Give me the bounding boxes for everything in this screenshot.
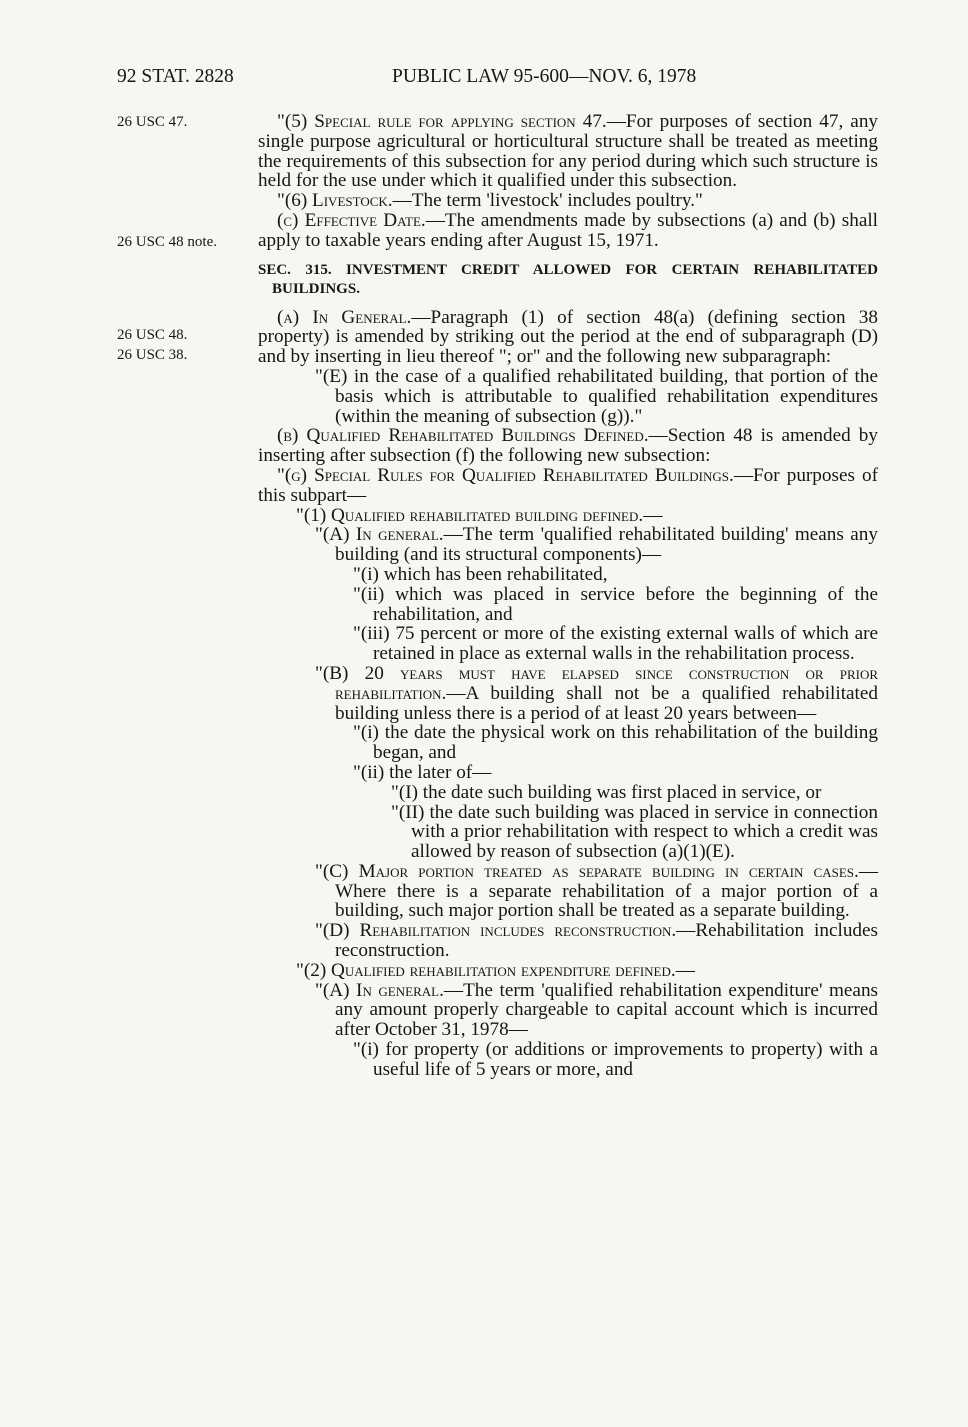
subsection-b-text: —Section 48 is amended by inserting after subsection (f) the following new subsection: (258, 425, 878, 467)
paragraph-6-text: —The term 'livestock' includes poultry." (392, 190, 703, 212)
paragraph-g1 (258, 506, 878, 526)
subsection-a (258, 308, 878, 367)
subclause-g1-b-ii-I: "(I) the date such building was first placed in service, or (391, 781, 822, 803)
paragraph-g2-dash: — (675, 959, 695, 981)
margin-note-26-usc-48: 26 USC 48. (117, 327, 188, 343)
paragraph-6 (258, 191, 878, 211)
subsection-a-text: —Paragraph (1) of section 48(a) (defining section 38 property) is amended by striking out the period at the end of subparagraph (D) and by inserting in lieu thereof "; or" and the following new subparagraph: (258, 306, 878, 368)
paragraph-g1-a-text: —The term 'qualified rehabilitated building' means any building (and its structural components)— (335, 524, 878, 566)
paragraph-g2-a (258, 981, 878, 1040)
paragraph-g1-b-heading: "(B) 20 years must have elapsed since construction or prior rehabilitation. (315, 662, 878, 704)
paragraph-g2-heading: "(2) Qualified rehabilitation expenditure defined. (296, 959, 676, 981)
paragraph-5-heading: "(5) Special rule for applying section 47. (277, 111, 607, 132)
paragraph-g1-b-text: —A building shall not be a qualified rehabilitated building unless there is a period of at least 20 years between— (335, 682, 878, 724)
subsection-a-heading: (a) In General. (277, 306, 412, 328)
paragraph-5 (258, 112, 878, 191)
paragraph-g1-a (258, 525, 878, 565)
subsection-g-text: —For purposes of this subpart— (258, 464, 878, 506)
subsection-c (258, 211, 878, 251)
paragraph-g2 (258, 961, 878, 981)
paragraph-g2-a-text: —The term 'qualified rehabilitation expenditure' means any amount properly chargeable to capital account which is incurred after October 31, 1978— (335, 979, 879, 1041)
margin-note-26-usc-38: 26 USC 38. (117, 347, 188, 363)
clause-g1-a-iii: "(iii) 75 percent or more of the existing external walls of which are retained in place as external walls in the rehabilitation process. (353, 623, 878, 665)
clause-g1-b-i: "(i) the date the physical work on this rehabilitation of the building began, and (353, 722, 878, 764)
page-running-header: PUBLIC LAW 95-600—NOV. 6, 1978 (392, 66, 697, 87)
subparagraph-e: "(E) in the case of a qualified rehabilitated building, that portion of the basis which is attributable to qualified rehabilitation expenditures (within the meaning of subsection (g))." (315, 365, 878, 427)
subsection-b (258, 426, 878, 466)
paragraph-g1-d-text: —Rehabilitation includes reconstruction. (335, 920, 878, 962)
subsection-g-heading: "(g) Special Rules for Qualified Rehabilitated Buildings. (277, 464, 734, 486)
margin-note-26-usc-48-note: 26 USC 48 note. (117, 234, 218, 250)
page-stat-number: 92 STAT. 2828 (117, 66, 234, 87)
paragraph-g1-dash: — (643, 504, 663, 526)
subsection-g (258, 466, 878, 506)
paragraph-g2-a-heading: "(A) In general. (315, 979, 444, 1001)
paragraph-g1-d (258, 921, 878, 961)
subclause-g1-b-ii-II: "(II) the date such building was placed in service in connection with a prior rehabilitation with respect to which a credit was allowed by reason of subsection (a)(1)(E). (391, 801, 878, 863)
statute-text (258, 112, 878, 1080)
subsection-c-heading: (c) Effective Date. (277, 209, 426, 231)
paragraph-g1-b (258, 664, 878, 723)
paragraph-g1-c-heading: "(C) Major portion treated as separate building in certain cases. (315, 860, 859, 882)
paragraph-g1-a-heading: "(A) In general. (315, 524, 444, 546)
paragraph-6-heading: "(6) Livestock. (277, 190, 393, 212)
clause-g1-b-ii: "(ii) the later of— (353, 761, 492, 783)
subsection-b-heading: (b) Qualified Rehabilitated Buildings Defined. (277, 425, 649, 447)
paragraph-g1-c-text: —Where there is a separate rehabilitation of a major portion of a building, such major portion shall be treated as a separate building. (335, 860, 878, 922)
clause-g1-a-ii: "(ii) which was placed in service before the beginning of the rehabilitation, and (353, 583, 878, 625)
clause-g2-a-i: "(i) for property (or additions or improvements to property) with a useful life of 5 years or more, and (353, 1039, 878, 1080)
section-315-title: SEC. 315. INVESTMENT CREDIT ALLOWED FOR CERTAIN REHABILITATED BUILDINGS. (258, 261, 878, 297)
margin-note-26-usc-47: 26 USC 47. (117, 114, 188, 130)
paragraph-g1-c (258, 862, 878, 921)
subsection-c-text: —The amendments made by subsections (a) and (b) shall apply to taxable years ending after August 15, 1971. (258, 209, 878, 251)
paragraph-g1-heading: "(1) Qualified rehabilitated building defined. (296, 504, 644, 526)
clause-g1-a-i: "(i) which has been rehabilitated, (353, 563, 608, 585)
paragraph-5-text: —For purposes of section 47, any single purpose agricultural or horticultural structure shall be treated as meeting the requirements of this subsection for any period during which such structure is held for the use under which it qualified under this subsection. (258, 111, 879, 192)
paragraph-g1-d-heading: "(D) Rehabilitation includes reconstruction. (315, 920, 677, 942)
